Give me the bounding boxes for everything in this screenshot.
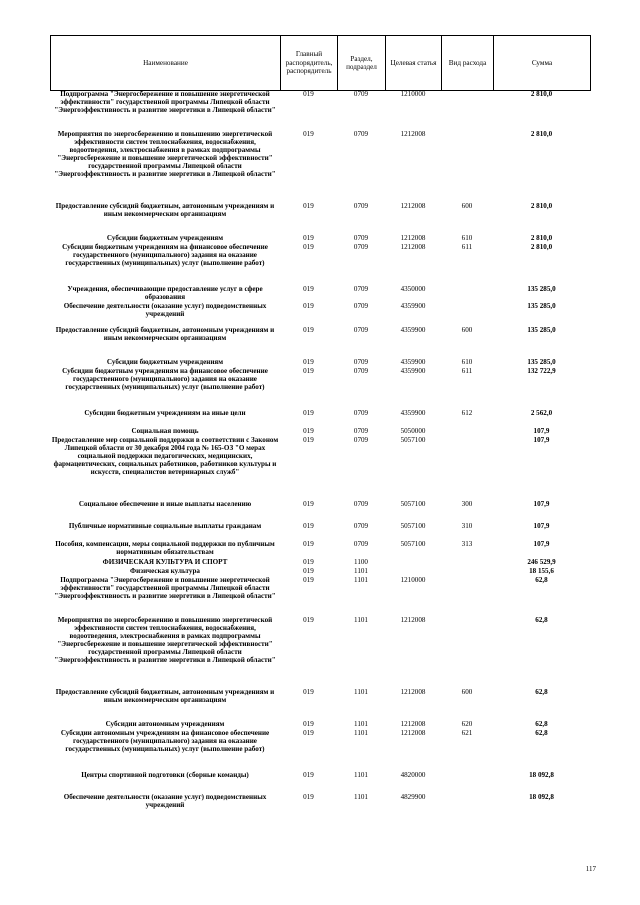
- row-cs: 5057100: [400, 540, 426, 548]
- row-vr: 610: [461, 358, 473, 366]
- row-rz: 0709: [353, 500, 369, 508]
- row-vr: 621: [461, 729, 473, 737]
- row-gr: 019: [303, 540, 314, 548]
- row-vr: 611: [461, 367, 473, 375]
- row-sum: 135 285,0: [527, 358, 556, 366]
- row-name: Мероприятия по энергосбережению и повышению энергетической эффективности систем теплоснабжения, водоснабжения, водоотведения, электроснабжения в рамках подпрограммы "Энергосбережение и повышение энергетической эффективности" государственной программы Липецкой области "Энергоэффективность и развитие энергетики в Липецкой области": [54, 616, 276, 665]
- row-cs: 5057100: [400, 522, 426, 530]
- row-name: ФИЗИЧЕСКАЯ КУЛЬТУРА И СПОРТ: [102, 558, 228, 566]
- row-sum: 2 562,0: [530, 409, 553, 417]
- row-gr: 019: [303, 367, 314, 375]
- row-vr: 600: [461, 202, 473, 210]
- row-name: Предоставление мер социальной поддержки в соответствии с Законом Липецкой области от 30 декабря 2004 года № 165-ОЗ "О мерах социальной поддержки педагогических, медицинских, фармацевтических, социальных работников, работников культуры и искусств, специалистов ветеринарных служб": [51, 436, 279, 477]
- row-sum: 107,9: [533, 427, 550, 435]
- row-sum: 132 722,9: [527, 367, 556, 375]
- table-row: [50, 616, 590, 688]
- row-sum: 135 285,0: [527, 302, 556, 310]
- row-cs: 4829900: [400, 793, 426, 801]
- header-sum: Сумма: [494, 36, 591, 91]
- row-name: Предоставление субсидий бюджетным, автономным учреждениям и иным некоммерческим организациям: [55, 688, 275, 705]
- row-gr: 019: [303, 326, 314, 334]
- row-rz: 1101: [354, 793, 368, 801]
- row-name: Субсидии бюджетным учреждениям на финансовое обеспечение государственного (муниципального) задания на оказание государственных (муниципальных) услуг (выполнение работ): [62, 243, 268, 268]
- row-rz: 0709: [353, 409, 369, 417]
- table-row: [50, 234, 590, 243]
- row-cs: 5057100: [400, 436, 426, 444]
- header-vr: Вид расхода: [442, 36, 494, 91]
- table-row: [50, 558, 590, 567]
- table-row: [50, 771, 590, 793]
- row-sum: 18 092,8: [529, 793, 554, 801]
- row-name: Мероприятия по энергосбережению и повышению энергетической эффективности систем теплоснабжения, водоснабжения, водоотведения, электроснабжения в рамках подпрограммы "Энергосбережение и повышение энергетической эффективности" государственной программы Липецкой области "Энергоэффективность и развитие энергетики в Липецкой области": [54, 130, 276, 179]
- row-rz: 1101: [354, 720, 368, 728]
- row-cs: 5057100: [400, 500, 426, 508]
- row-cs: 4359900: [400, 326, 426, 334]
- row-name: Субсидии автономным учреждениям: [105, 720, 225, 728]
- table-row: [50, 326, 590, 358]
- row-gr: 019: [303, 576, 314, 584]
- row-gr: 019: [303, 720, 314, 728]
- table-row: [50, 202, 590, 234]
- row-rz: 0709: [353, 202, 369, 210]
- row-sum: 135 285,0: [527, 326, 556, 334]
- row-cs: 1212008: [400, 720, 426, 728]
- table-row: [50, 793, 590, 815]
- table-row: [50, 367, 590, 409]
- row-rz: 0709: [353, 90, 369, 98]
- table-body: [50, 90, 590, 815]
- table-row: [50, 90, 590, 130]
- row-cs: 5050000: [400, 427, 426, 435]
- row-sum: 2 810,0: [530, 90, 553, 98]
- row-name: Центры спортивной подготовки (сборные команды): [81, 771, 249, 779]
- row-rz: 0709: [353, 358, 369, 366]
- table-row: [50, 130, 590, 202]
- row-cs: 1212008: [400, 202, 426, 210]
- row-gr: 019: [303, 427, 314, 435]
- row-rz: 0709: [353, 243, 369, 251]
- row-rz: 1101: [354, 567, 368, 575]
- table-row: [50, 540, 590, 558]
- row-cs: 1212008: [400, 616, 426, 624]
- row-vr: 610: [461, 234, 473, 242]
- row-sum: 246 529,9: [527, 558, 556, 566]
- header-name: Наименование: [51, 36, 281, 91]
- row-vr: 611: [461, 243, 473, 251]
- row-cs: 1212008: [400, 234, 426, 242]
- row-sum: 2 810,0: [530, 130, 553, 138]
- row-name: Субсидии бюджетным учреждениям на финансовое обеспечение государственного (муниципального) задания на оказание государственных (муниципальных) услуг (выполнение работ): [62, 367, 268, 392]
- row-gr: 019: [303, 302, 314, 310]
- row-sum: 2 810,0: [530, 202, 553, 210]
- table-row: [50, 567, 590, 576]
- row-cs: 1212008: [400, 729, 426, 737]
- row-gr: 019: [303, 729, 314, 737]
- row-vr: 300: [461, 500, 473, 508]
- row-rz: 1101: [354, 688, 368, 696]
- row-rz: 1101: [354, 771, 368, 779]
- row-rz: 0709: [353, 302, 369, 310]
- row-name: Публичные нормативные социальные выплаты гражданам: [68, 522, 262, 530]
- row-sum: 2 810,0: [530, 234, 553, 242]
- row-cs: 4359900: [400, 367, 426, 375]
- row-sum: 62,8: [535, 720, 548, 728]
- row-rz: 0709: [353, 367, 369, 375]
- row-cs: 4359900: [400, 409, 426, 417]
- row-name: Предоставление субсидий бюджетным, автономным учреждениям и иным некоммерческим организациям: [55, 202, 275, 219]
- row-gr: 019: [303, 243, 314, 251]
- table-row: [50, 576, 590, 616]
- row-cs: 1212008: [400, 688, 426, 696]
- row-rz: 1101: [354, 729, 368, 737]
- row-vr: 600: [461, 688, 473, 696]
- row-name: Субсидии бюджетным учреждениям на иные цели: [84, 409, 246, 417]
- table-row: [50, 500, 590, 522]
- row-rz: 0709: [353, 436, 369, 444]
- table-row: [50, 688, 590, 720]
- row-rz: 0709: [353, 427, 369, 435]
- row-gr: 019: [303, 202, 314, 210]
- row-sum: 62,8: [535, 616, 548, 624]
- row-gr: 019: [303, 90, 314, 98]
- row-cs: 1210000: [400, 90, 426, 98]
- row-vr: 600: [461, 326, 473, 334]
- row-cs: 1212008: [400, 130, 426, 138]
- table-header: [50, 35, 591, 91]
- table-row: [50, 285, 590, 302]
- row-sum: 62,8: [535, 576, 548, 584]
- row-gr: 019: [303, 567, 314, 575]
- row-rz: 0709: [353, 234, 369, 242]
- table-row: [50, 358, 590, 367]
- row-name: Субсидии автономным учреждениям на финансовое обеспечение государственного (муниципального) задания на оказание государственных (муниципальных) услуг (выполнение работ): [60, 729, 270, 754]
- table-row: [50, 729, 590, 771]
- row-gr: 019: [303, 793, 314, 801]
- row-name: Обеспечение деятельности (оказание услуг) подведомственных учреждений: [63, 793, 267, 810]
- row-rz: 1101: [354, 576, 368, 584]
- row-gr: 019: [303, 130, 314, 138]
- row-gr: 019: [303, 771, 314, 779]
- table-row: [50, 427, 590, 436]
- row-name: Подпрограмма "Энергосбережение и повышение энергетической эффективности" государственной программы Липецкой области "Энергоэффективность и развитие энергетики в Липецкой области": [54, 576, 276, 601]
- row-sum: 107,9: [533, 522, 550, 530]
- row-sum: 2 810,0: [530, 243, 553, 251]
- page-number: 117: [585, 865, 596, 873]
- row-gr: 019: [303, 436, 314, 444]
- row-sum: 107,9: [533, 500, 550, 508]
- row-vr: 310: [461, 522, 473, 530]
- table-row: [50, 522, 590, 540]
- row-gr: 019: [303, 688, 314, 696]
- row-gr: 019: [303, 558, 314, 566]
- row-cs: 1212008: [400, 243, 426, 251]
- row-name: Социальная помощь: [131, 427, 199, 435]
- row-gr: 019: [303, 522, 314, 530]
- row-sum: 18 092,8: [529, 771, 554, 779]
- row-cs: 4350000: [400, 285, 426, 293]
- row-name: Социальное обеспечение и иные выплаты населению: [78, 500, 252, 508]
- row-gr: 019: [303, 500, 314, 508]
- row-name: Субсидии бюджетным учреждениям: [106, 358, 224, 366]
- row-rz: 0709: [353, 130, 369, 138]
- row-gr: 019: [303, 234, 314, 242]
- row-name: Обеспечение деятельности (оказание услуг) подведомственных учреждений: [63, 302, 267, 319]
- row-sum: 135 285,0: [527, 285, 556, 293]
- row-gr: 019: [303, 358, 314, 366]
- row-rz: 0709: [353, 522, 369, 530]
- row-sum: 107,9: [533, 436, 550, 444]
- row-sum: 62,8: [535, 729, 548, 737]
- row-name: Предоставление субсидий бюджетным, автономным учреждениям и иным некоммерческим организациям: [55, 326, 275, 343]
- row-sum: 62,8: [535, 688, 548, 696]
- row-gr: 019: [303, 616, 314, 624]
- row-sum: 18 155,6: [529, 567, 554, 575]
- table-row: [50, 302, 590, 326]
- row-cs: 1210000: [400, 576, 426, 584]
- row-gr: 019: [303, 285, 314, 293]
- row-cs: 4359900: [400, 302, 426, 310]
- row-rz: 0709: [353, 285, 369, 293]
- row-name: Подпрограмма "Энергосбережение и повышение энергетической эффективности" государственной программы Липецкой области "Энергоэффективность и развитие энергетики в Липецкой области": [54, 90, 276, 115]
- table-row: [50, 243, 590, 285]
- table-row: [50, 720, 590, 729]
- row-vr: 313: [461, 540, 473, 548]
- row-rz: 1100: [354, 558, 368, 566]
- row-rz: 0709: [353, 326, 369, 334]
- table-row: [50, 436, 590, 500]
- row-sum: 107,9: [533, 540, 550, 548]
- row-cs: 4359900: [400, 358, 426, 366]
- row-vr: 612: [461, 409, 473, 417]
- row-rz: 0709: [353, 540, 369, 548]
- header-rz: Раздел, подраздел: [338, 36, 386, 91]
- row-name: Субсидии бюджетным учреждениям: [106, 234, 224, 242]
- row-cs: 4820000: [400, 771, 426, 779]
- table-row: [50, 409, 590, 427]
- header-cs: Целевая статья: [386, 36, 442, 91]
- row-name: Пособия, компенсации, меры социальной поддержки по публичным нормативным обязательствам: [55, 540, 275, 557]
- row-vr: 620: [461, 720, 473, 728]
- row-rz: 1101: [354, 616, 368, 624]
- header-gr: Главный распорядитель, распорядитель: [281, 36, 338, 91]
- row-name: Физическая культура: [130, 567, 200, 575]
- row-gr: 019: [303, 409, 314, 417]
- row-name: Учреждения, обеспечивающие предоставление услуг в сфере образования: [67, 285, 263, 302]
